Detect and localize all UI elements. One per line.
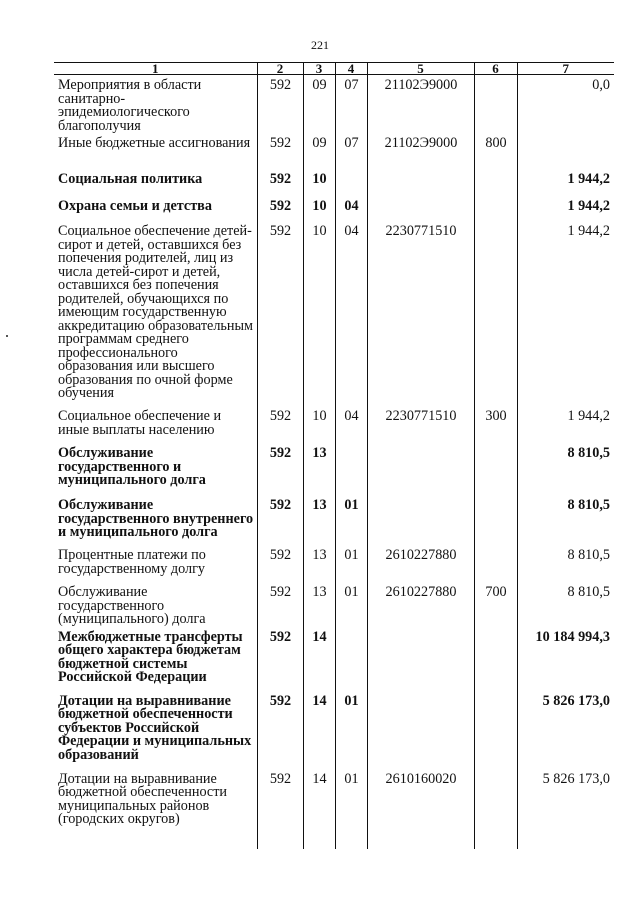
budget-table	[54, 62, 614, 849]
header-col-4: 4	[335, 63, 367, 75]
row-admin-code: 592	[257, 75, 303, 134]
row-target-article: 2610227880	[367, 545, 474, 582]
header-row	[54, 63, 614, 75]
row-section: 10	[303, 169, 335, 196]
row-section: 09	[303, 75, 335, 134]
header-col-5: 5	[367, 63, 474, 75]
row-amount: 1 944,2	[517, 169, 614, 196]
table-row	[54, 769, 614, 831]
table-row	[54, 545, 614, 582]
row-amount: 8 810,5	[517, 495, 614, 545]
table-row	[54, 495, 614, 545]
row-target-article	[367, 443, 474, 495]
scan-mark	[6, 335, 8, 337]
row-section: 14	[303, 627, 335, 691]
filler-cell	[303, 831, 335, 849]
row-amount: 8 810,5	[517, 443, 614, 495]
table-row	[54, 196, 614, 221]
filler-cell	[54, 831, 257, 849]
row-amount: 8 810,5	[517, 545, 614, 582]
row-admin-code: 592	[257, 169, 303, 196]
row-name: Обслуживание государственного и муниципального долга	[58, 445, 206, 488]
row-section: 13	[303, 495, 335, 545]
row-admin-code: 592	[257, 196, 303, 221]
row-target-article: 21102Э9000	[367, 133, 474, 169]
row-admin-code: 592	[257, 582, 303, 627]
row-amount: 10 184 994,3	[517, 627, 614, 691]
table-filler-row	[54, 831, 614, 849]
filler-cell	[474, 831, 517, 849]
row-subsection	[335, 627, 367, 691]
page-number: 221	[311, 38, 329, 52]
row-expense-type	[474, 769, 517, 831]
row-expense-type	[474, 75, 517, 134]
row-subsection	[335, 169, 367, 196]
row-admin-code: 592	[257, 545, 303, 582]
row-subsection: 01	[335, 691, 367, 769]
filler-cell	[517, 831, 614, 849]
header-col-6: 6	[474, 63, 517, 75]
row-section: 14	[303, 691, 335, 769]
row-amount: 8 810,5	[517, 582, 614, 627]
row-subsection: 01	[335, 495, 367, 545]
row-amount: 1 944,2	[517, 406, 614, 443]
row-name: Дотации на выравнивание бюджетной обеспеченности субъектов Российской Федерации и муниципальных образований	[58, 692, 252, 763]
table-row	[54, 75, 614, 134]
row-expense-type	[474, 169, 517, 196]
row-section: 09	[303, 133, 335, 169]
row-name: Обслуживание государственного (муниципального) долга	[58, 584, 206, 627]
row-name: Мероприятия в области санитарно-эпидемиологического благополучия	[58, 77, 202, 134]
row-expense-type	[474, 627, 517, 691]
row-target-article	[367, 691, 474, 769]
filler-cell	[257, 831, 303, 849]
row-subsection: 04	[335, 196, 367, 221]
row-admin-code: 592	[257, 443, 303, 495]
row-name: Иные бюджетные ассигнования	[58, 135, 251, 151]
filler-cell	[367, 831, 474, 849]
row-expense-type	[474, 545, 517, 582]
row-section: 10	[303, 221, 335, 406]
row-target-article: 2230771510	[367, 221, 474, 406]
row-expense-type	[474, 691, 517, 769]
row-amount: 5 826 173,0	[517, 691, 614, 769]
row-target-article	[367, 169, 474, 196]
row-target-article: 2610227880	[367, 582, 474, 627]
row-expense-type	[474, 443, 517, 495]
row-subsection: 07	[335, 133, 367, 169]
header-col-2: 2	[257, 63, 303, 75]
row-name: Охрана семьи и детства	[58, 198, 212, 214]
table-row	[54, 443, 614, 495]
filler-cell	[335, 831, 367, 849]
row-admin-code: 592	[257, 495, 303, 545]
row-target-article	[367, 196, 474, 221]
header-col-7: 7	[517, 63, 614, 75]
row-name: Социальное обеспечение детей-сирот и детей, оставшихся без попечения родителей, лиц из числа детей-сирот и детей, оставшихся без попечения родителей, обучающихся по имеющим государственную аккредитацию образовательным программам среднего профессионального образования или высшего образования по очной форме обучения	[58, 223, 254, 401]
row-admin-code: 592	[257, 691, 303, 769]
row-target-article: 21102Э9000	[367, 75, 474, 134]
row-target-article	[367, 495, 474, 545]
row-amount: 1 944,2	[517, 196, 614, 221]
row-subsection	[335, 443, 367, 495]
row-expense-type	[474, 221, 517, 406]
row-amount: 5 826 173,0	[517, 769, 614, 831]
row-name: Социальная политика	[58, 171, 203, 187]
table-row	[54, 133, 614, 169]
table-row	[54, 627, 614, 691]
row-name: Дотации на выравнивание бюджетной обеспеченности муниципальных районов (городских округов)	[58, 770, 228, 827]
row-name: Обслуживание государственного внутреннего и муниципального долга	[58, 497, 254, 540]
row-subsection: 04	[335, 221, 367, 406]
row-amount	[517, 133, 614, 169]
header-col-1: 1	[54, 63, 257, 75]
row-subsection: 07	[335, 75, 367, 134]
row-subsection: 01	[335, 769, 367, 831]
row-admin-code: 592	[257, 133, 303, 169]
row-subsection: 01	[335, 582, 367, 627]
row-target-article: 2610160020	[367, 769, 474, 831]
row-section: 14	[303, 769, 335, 831]
row-target-article: 2230771510	[367, 406, 474, 443]
row-admin-code: 592	[257, 769, 303, 831]
header-col-3: 3	[303, 63, 335, 75]
row-amount: 0,0	[517, 75, 614, 134]
row-target-article	[367, 627, 474, 691]
row-section: 13	[303, 582, 335, 627]
row-section: 13	[303, 545, 335, 582]
row-name: Процентные платежи по государственному долгу	[58, 547, 206, 577]
row-name: Социальное обеспечение и иные выплаты населению	[58, 408, 222, 438]
table-row	[54, 691, 614, 769]
row-admin-code: 592	[257, 406, 303, 443]
row-admin-code: 592	[257, 627, 303, 691]
table-row	[54, 582, 614, 627]
row-section: 10	[303, 406, 335, 443]
row-subsection: 04	[335, 406, 367, 443]
row-section: 13	[303, 443, 335, 495]
row-expense-type	[474, 495, 517, 545]
table-row	[54, 169, 614, 196]
row-expense-type: 800	[474, 133, 517, 169]
table-row	[54, 406, 614, 443]
row-amount: 1 944,2	[517, 221, 614, 406]
row-expense-type: 300	[474, 406, 517, 443]
row-expense-type	[474, 196, 517, 221]
row-admin-code: 592	[257, 221, 303, 406]
row-expense-type: 700	[474, 582, 517, 627]
row-name: Межбюджетные трансферты общего характера бюджетам бюджетной системы Российской Федерации	[58, 628, 243, 685]
table-row	[54, 221, 614, 406]
row-subsection: 01	[335, 545, 367, 582]
row-section: 10	[303, 196, 335, 221]
